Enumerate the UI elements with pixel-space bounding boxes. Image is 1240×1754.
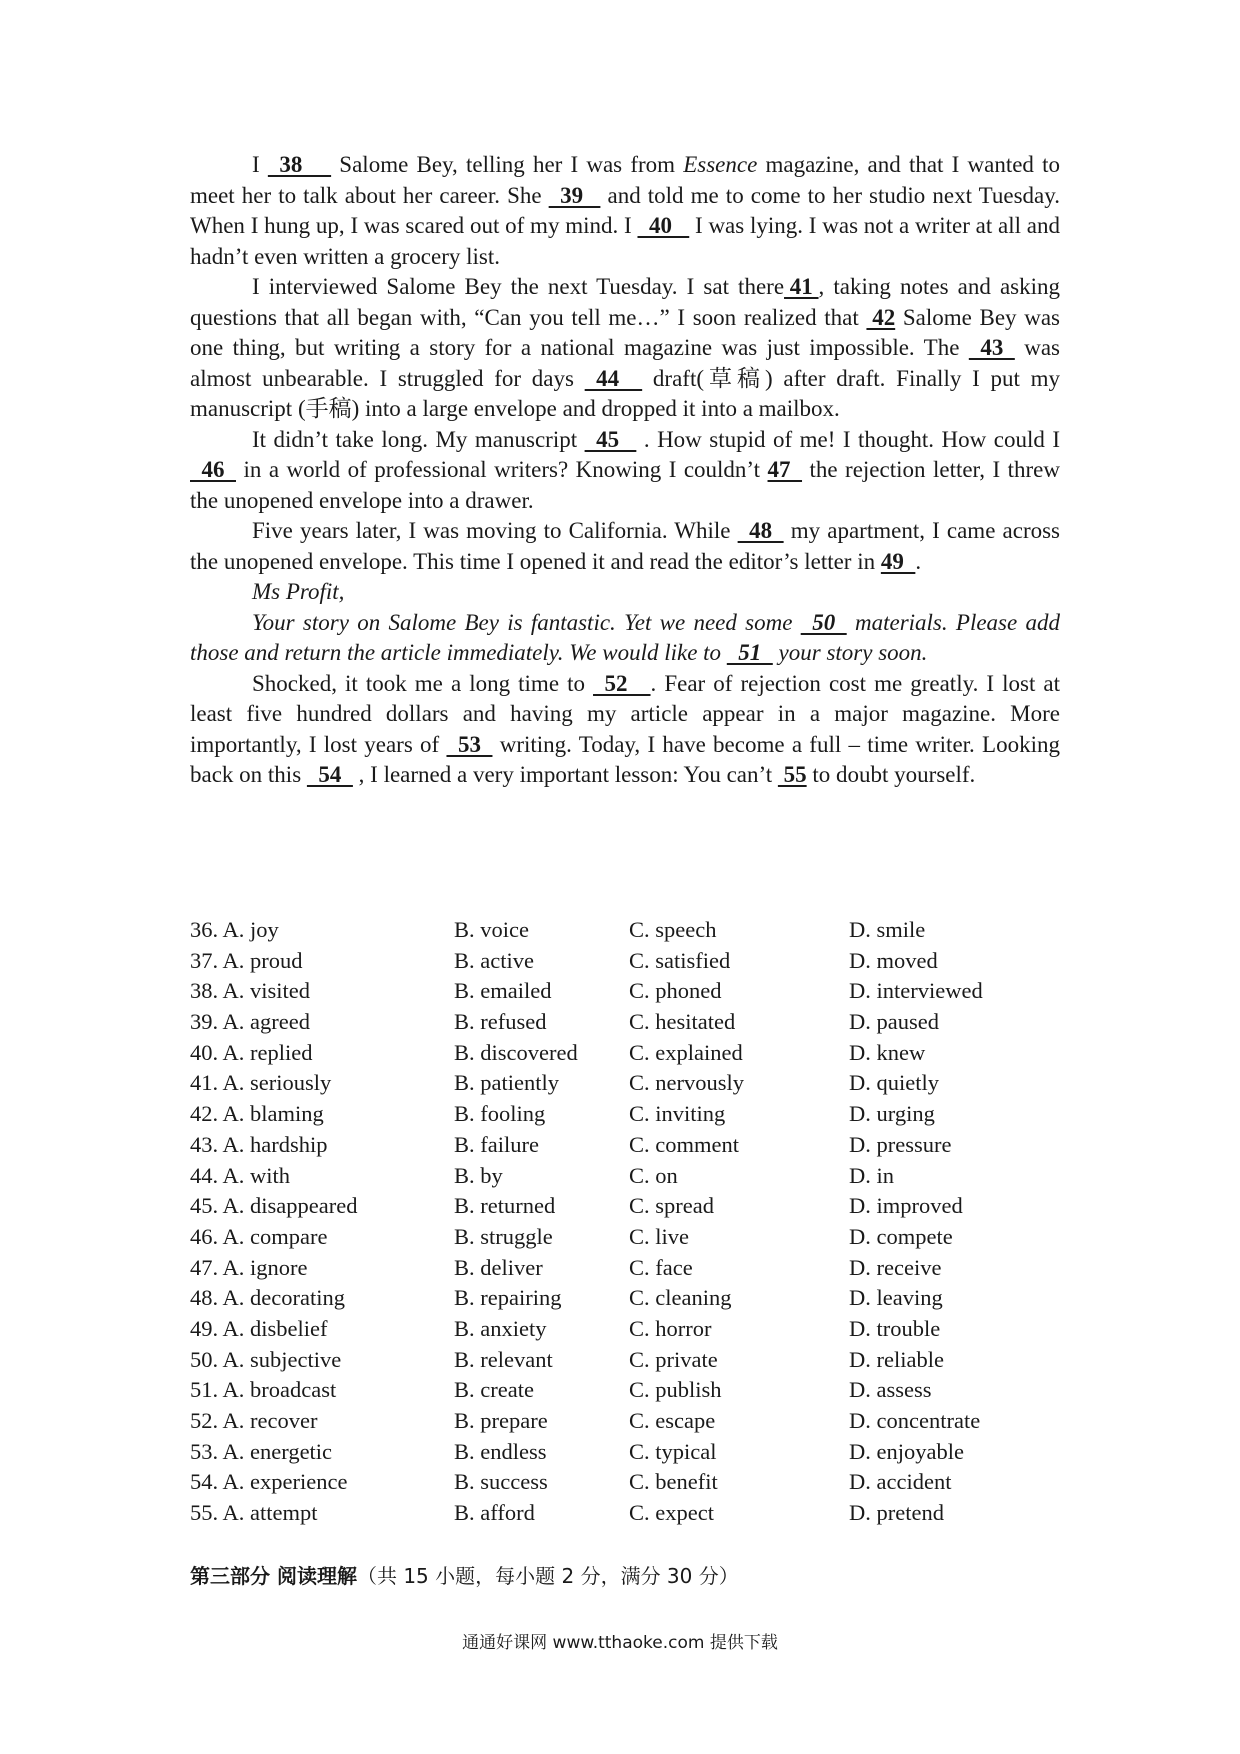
option-c: C. private [629, 1346, 718, 1372]
option-b: B. prepare [454, 1408, 548, 1433]
option-row [190, 1222, 1060, 1253]
option-c: C. cleaning [629, 1285, 732, 1311]
passage-text: , taking notes and asking questions that all began with, “Can you tell me…” I soon realized that [190, 274, 1060, 330]
blank-45: 45 [584, 426, 637, 452]
option-d: D. receive [849, 1254, 942, 1280]
option-d: D. interviewed [849, 978, 983, 1004]
option-b: B. by [454, 1162, 503, 1188]
passage-text: was almost unbearable. I struggled for days [190, 335, 1060, 391]
blank-55: 55 [777, 762, 807, 787]
option-d: D. knew [849, 1039, 926, 1065]
passage-text: . Fear of rejection cost me greatly. I lost at least five hundred dollars and having my article appear in a major magazine. More importantly, I lost years of [190, 670, 1060, 757]
answer-options [190, 915, 1060, 1529]
option-a: 36. A. joy [190, 917, 279, 942]
option-d: D. smile [849, 917, 926, 942]
option-a: 44. A. with [190, 1162, 291, 1188]
blank-43: 43 [968, 335, 1015, 360]
passage-text: I [252, 152, 268, 177]
option-b: B. voice [454, 917, 529, 942]
option-row [190, 1068, 1060, 1099]
option-d: D. urging [849, 1101, 935, 1127]
option-b: B. emailed [454, 978, 552, 1004]
option-b: B. anxiety [454, 1315, 547, 1341]
option-a: 37. A. proud [190, 947, 303, 973]
option-b: B. repairing [454, 1285, 562, 1311]
option-a: 50. A. subjective [190, 1346, 342, 1372]
option-row [190, 1345, 1060, 1376]
option-row [190, 1314, 1060, 1345]
option-a: 40. A. replied [190, 1039, 313, 1065]
letter-paragraph [190, 608, 1060, 669]
blank-40: 40 [637, 213, 690, 238]
option-b: B. returned [454, 1193, 556, 1219]
section-detail: （共 15 小题，每小题 2 分，满分 30 分） [356, 1564, 739, 1588]
blank-51: 51 [726, 640, 773, 665]
option-a: 42. A. blaming [190, 1101, 324, 1127]
option-c: C. benefit [629, 1469, 718, 1495]
page-footer: 通通好课网 www.tthaoke.com 提供下载 [462, 1633, 778, 1653]
passage-text: to doubt yourself. [806, 762, 976, 787]
option-d: D. paused [849, 1009, 939, 1035]
passage-paragraph [190, 150, 1060, 272]
option-d: D. accident [849, 1469, 952, 1495]
passage-text: Shocked, it took me a long time to [252, 670, 594, 696]
option-c: C. comment [629, 1131, 739, 1157]
blank-41: 41 [784, 274, 819, 299]
blank-52: 52 [593, 670, 651, 696]
passage-text: . How stupid of me! I thought. How could I [636, 426, 1060, 452]
option-c: C. expect [629, 1500, 714, 1526]
option-a: 41. A. seriously [190, 1070, 332, 1096]
passage-text: my apartment, I came across the unopened envelope. This time I opened it and read the editor’s letter in [190, 518, 1061, 574]
option-row [190, 1437, 1060, 1468]
option-c: C. speech [629, 917, 717, 942]
option-b: B. struggle [454, 1223, 553, 1249]
option-a: 51. A. broadcast [190, 1377, 337, 1403]
blank-48: 48 [737, 518, 784, 543]
option-d: D. pretend [849, 1500, 944, 1526]
option-c: C. typical [629, 1438, 717, 1464]
blank-54: 54 [306, 762, 353, 787]
option-a: 38. A. visited [190, 978, 311, 1004]
passage-text: and told me to come to her studio next Tuesday. When I hung up, I was scared out of my mind. I [190, 182, 1060, 238]
option-row [190, 1283, 1060, 1314]
option-d: D. trouble [849, 1315, 941, 1341]
passage-paragraph [190, 272, 1060, 425]
option-b: B. refused [454, 1009, 547, 1035]
option-a: 54. A. experience [190, 1469, 348, 1495]
passage-paragraph [190, 669, 1060, 791]
passage-text: It didn’t take long. My manuscript [252, 426, 585, 452]
option-b: B. create [454, 1377, 534, 1403]
option-c: C. live [629, 1223, 689, 1249]
option-a: 39. A. agreed [190, 1009, 310, 1035]
blank-53: 53 [446, 731, 493, 757]
passage-paragraph [190, 516, 1060, 577]
blank-39: 39 [548, 182, 601, 208]
option-a: 45. A. disappeared [190, 1193, 358, 1219]
section-heading [190, 1560, 739, 1589]
passage-text: Ms Profit, [252, 579, 345, 604]
option-d: D. leaving [849, 1285, 943, 1311]
option-b: B. afford [454, 1500, 535, 1526]
blank-42: 42 [866, 304, 896, 330]
option-b: B. discovered [454, 1039, 578, 1065]
option-row [190, 946, 1060, 977]
passage-text: I was lying. I was not a writer at all and hadn’t even written a grocery list. [190, 213, 1061, 269]
option-a: 43. A. hardship [190, 1131, 328, 1157]
option-c: C. hesitated [629, 1009, 736, 1035]
option-d: D. reliable [849, 1346, 944, 1372]
option-b: B. fooling [454, 1101, 546, 1127]
option-a: 55. A. attempt [190, 1500, 318, 1526]
blank-38: 38 [267, 152, 332, 177]
option-row [190, 1038, 1060, 1069]
passage-text: , I learned a very important lesson: You can’t [352, 762, 778, 787]
option-c: C. escape [629, 1408, 716, 1433]
option-row [190, 1161, 1060, 1192]
option-b: B. patiently [454, 1070, 559, 1096]
option-c: C. satisfied [629, 947, 731, 973]
blank-46: 46 [190, 457, 236, 482]
option-d: D. enjoyable [849, 1438, 964, 1464]
option-row [190, 1191, 1060, 1222]
passage-text: Your story on Salome Bey is fantastic. Yet we need some [252, 609, 801, 635]
option-d: D. in [849, 1162, 894, 1188]
option-c: C. nervously [629, 1070, 744, 1096]
option-d: D. moved [849, 947, 938, 973]
option-c: C. publish [629, 1377, 722, 1403]
option-c: C. horror [629, 1315, 712, 1341]
section-title: 第三部分 阅读理解 [190, 1564, 357, 1588]
option-d: D. pressure [849, 1131, 952, 1157]
option-a: 48. A. decorating [190, 1285, 345, 1311]
option-c: C. spread [629, 1193, 714, 1219]
option-c: C. on [629, 1162, 678, 1188]
option-b: B. relevant [454, 1346, 553, 1372]
option-b: B. deliver [454, 1254, 543, 1280]
option-d: D. compete [849, 1223, 953, 1249]
passage-text: Salome Bey, telling her I was from [331, 152, 684, 177]
passage-text: in a world of professional writers? Knowing I couldn’t [236, 457, 768, 482]
option-d: D. improved [849, 1193, 963, 1219]
passage-text: writing. Today, I have become a full – time writer. Looking back on this [190, 731, 1060, 787]
option-a: 52. A. recover [190, 1408, 318, 1433]
option-b: B. success [454, 1469, 548, 1495]
passage-text: Five years later, I was moving to California. While [252, 518, 738, 543]
option-row [190, 1467, 1060, 1498]
passage-text: . [915, 548, 922, 574]
blank-49: 49 [880, 548, 916, 574]
option-row [190, 1007, 1060, 1038]
option-d: D. quietly [849, 1070, 939, 1096]
option-c: C. face [629, 1254, 693, 1280]
passage-text: draft(草稿) after draft. Finally I put my manuscript (手稿) into a large envelope and dropped it into a mailbox. [190, 365, 1061, 421]
option-b: B. endless [454, 1438, 547, 1464]
passage-text: Salome Bey was one thing, but writing a story for a national magazine was just impossible. The [190, 304, 1060, 360]
passage-text: I interviewed Salome Bey the next Tuesday. I sat there [252, 274, 785, 299]
italic-text: Essence [683, 152, 758, 177]
option-a: 46. A. compare [190, 1223, 328, 1249]
passage-text: your story soon. [772, 640, 928, 665]
option-d: D. assess [849, 1377, 932, 1403]
option-row [190, 915, 1060, 946]
option-row [190, 976, 1060, 1007]
option-c: C. phoned [629, 978, 722, 1004]
blank-50: 50 [800, 609, 847, 635]
blank-47: 47 [767, 457, 803, 482]
option-row [190, 1130, 1060, 1161]
option-c: C. inviting [629, 1101, 726, 1127]
passage-paragraph [190, 425, 1060, 517]
option-row [190, 1498, 1060, 1529]
option-a: 47. A. ignore [190, 1254, 308, 1280]
blank-44: 44 [584, 365, 643, 391]
option-row [190, 1406, 1060, 1437]
cloze-passage [190, 150, 1060, 791]
option-b: B. failure [454, 1131, 539, 1157]
letter-paragraph [190, 577, 1060, 608]
option-a: 53. A. energetic [190, 1438, 333, 1464]
option-c: C. explained [629, 1039, 743, 1065]
option-b: B. active [454, 947, 534, 973]
option-row [190, 1375, 1060, 1406]
option-d: D. concentrate [849, 1408, 981, 1433]
option-a: 49. A. disbelief [190, 1315, 328, 1341]
passage-text: magazine, and that I wanted to meet her to talk about her career. She [190, 152, 1060, 208]
passage-text: materials. Please add those and return the article immediately. We would like to [190, 609, 1060, 665]
option-row [190, 1253, 1060, 1284]
passage-text: the rejection letter, I threw the unopened envelope into a drawer. [190, 457, 1060, 513]
option-row [190, 1099, 1060, 1130]
